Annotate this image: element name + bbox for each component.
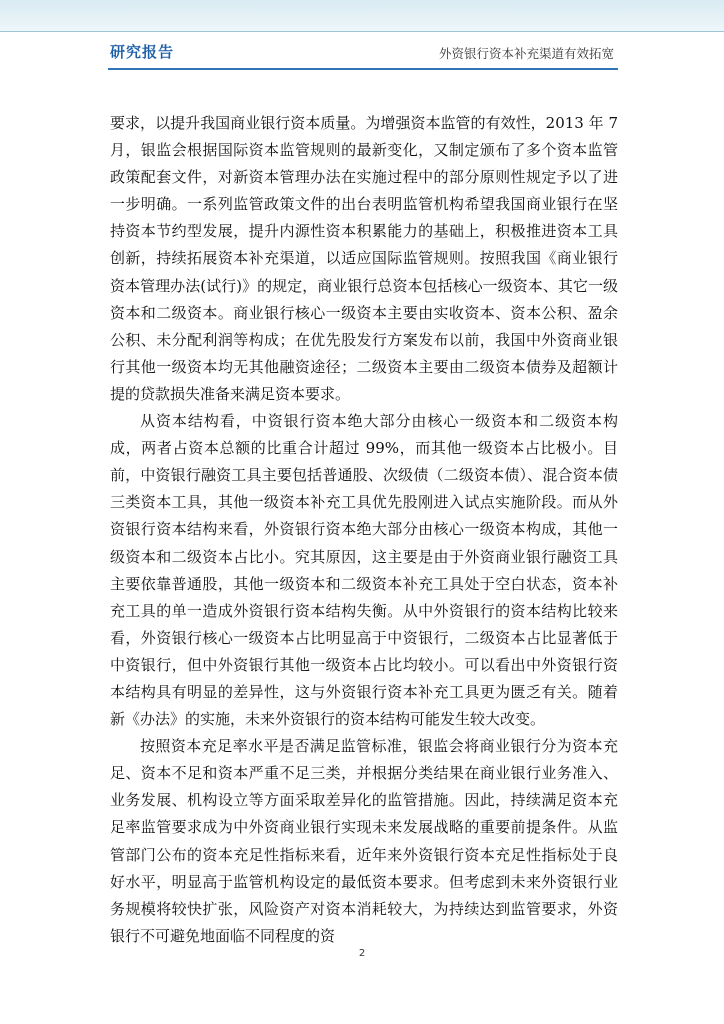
header-band — [0, 0, 724, 32]
page-header — [0, 38, 724, 64]
body-text — [110, 110, 618, 950]
header-divider — [108, 68, 618, 70]
paragraph-2: 从资本结构看，中资银行资本绝大部分由核心一级资本和二级资本构成，两者占资本总额的比重合计超过 99%，而其他一级资本占比极小。目前，中资银行融资工具主要包括普通股、次级债（二级资本债）、混合资本债三类资本工具，其他一级资本补充工具优先股刚进入试点实施阶段。而从外资银行资本结构来看，外资银行资本绝大部分由核心一级资本构成，其他一级资本和二级资本占比小。究其原因，这主要是由于外资商业银行融资工具主要依靠普通股，其他一级资本和二级资本补充工具处于空白状态，资本补充工具的单一造成外资银行资本结构失衡。从中外资银行的资本结构比较来看，外资银行核心一级资本占比明显高于中资银行，二级资本占比显著低于中资银行，但中外资银行其他一级资本占比均较小。可以看出中外资银行资本结构具有明显的差异性，这与外资银行资本补充工具更为匮乏有关。随着新《办法》的实施，未来外资银行的资本结构可能发生较大改变。 — [110, 412, 618, 729]
document-title: 外资银行资本补充渠道有效拓宽 — [438, 46, 614, 61]
paragraph-3: 按照资本充足率水平是否满足监管标准，银监会将商业银行分为资本充足、资本不足和资本严重不足三类，并根据分类结果在商业银行业务准入、业务发展、机构设立等方面采取差异化的监管措施。因此，持续满足资本充足率监管要求成为中外资商业银行实现未来发展战略的重要前提条件。从监管部门公布的资本充足性指标来看，近年来外资银行资本充足性指标处于良好水平，明显高于监管机构设定的最低资本要求。但考虑到未来外资银行业务规模将较快扩张，风险资产对资本消耗较大，为持续达到监管要求，外资银行不可避免地面临不同程度的资 — [110, 737, 618, 945]
document-type-label: 研究报告 — [110, 43, 175, 61]
page-number: 2 — [358, 948, 366, 959]
paragraph-1: 要求，以提升我国商业银行资本质量。为增强资本监管的有效性，2013 年 7 月，银监会根据国际资本监管规则的最新变化，又制定颁布了多个资本监管政策配套文件，对新资本管理办法在实施过程中的部分原则性规定予以了进一步明确。一系列监管政策文件的出台表明监管机构希望我国商业银行在坚持资本节约型发展，提升内源性资本积累能力的基础上，积极推进资本工具创新，持续拓展资本补充渠道，以适应国际监管规则。按照我国《商业银行资本管理办法(试行)》的规定，商业银行总资本包括核心一级资本、其它一级资本和二级资本。商业银行核心一级资本主要由实收资本、资本公积、盈余公积、未分配利润等构成；在优先股发行方案发布以前，我国中外资商业银行其他一级资本均无其他融资途径；二级资本主要由二级资本债券及超额计提的贷款损失准备来满足资本要求。 — [110, 114, 618, 403]
